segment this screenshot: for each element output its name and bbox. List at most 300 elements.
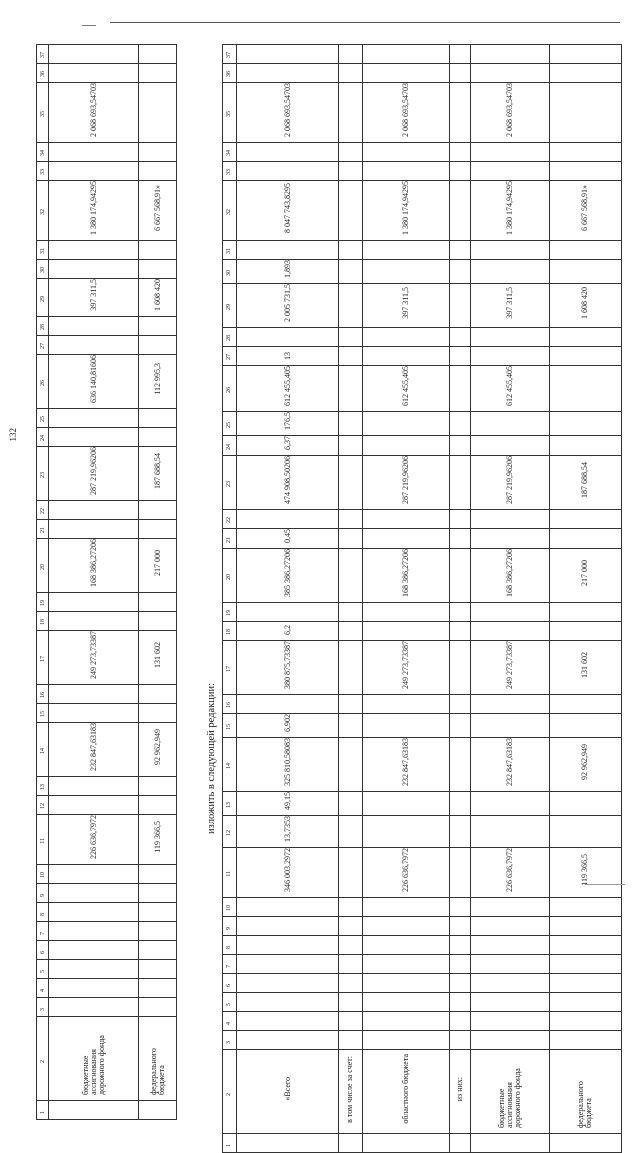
table-cell [362, 181, 449, 241]
column-number [223, 347, 237, 366]
column-number [37, 865, 49, 884]
table-cell [449, 456, 470, 510]
column-number [223, 412, 237, 436]
table-column-24 [223, 436, 622, 456]
cell-value: 636 140,81606 [88, 355, 98, 403]
column-number-text: 25 [226, 421, 233, 428]
table-cell [449, 328, 470, 347]
column-number-text: 24 [226, 443, 233, 450]
column-number-text: 13 [226, 801, 233, 808]
cell-value: 325 810,58083 [282, 738, 292, 786]
table-cell [549, 641, 621, 695]
table-cell [449, 974, 470, 993]
column-number-text: 29 [39, 295, 46, 302]
table-column-7 [223, 955, 622, 974]
table-cell [362, 510, 449, 529]
row-label: из них: [454, 1076, 464, 1102]
table-cell [139, 279, 177, 317]
table-cell [139, 143, 177, 162]
table-cell [49, 162, 139, 181]
table-cell [449, 347, 470, 366]
cell-value: 168 386,27206 [400, 549, 410, 597]
table-cell [470, 241, 549, 260]
column-number-text: 12 [226, 829, 233, 836]
cell-value: 2 068 693,54703 [400, 83, 410, 137]
table-cell [362, 714, 449, 738]
table-cell [449, 510, 470, 529]
table-cell [449, 955, 470, 974]
table-column-16 [223, 695, 622, 714]
column-number [37, 704, 49, 723]
column-number-text: 31 [39, 248, 46, 254]
column-number [223, 162, 237, 181]
table-column-8 [223, 936, 622, 955]
column-number [37, 409, 49, 428]
table-column-3 [37, 998, 177, 1017]
table-cell [549, 436, 621, 456]
table-cell [139, 162, 177, 181]
table-cell [449, 898, 470, 917]
table-cell [362, 284, 449, 328]
table-cell [449, 816, 470, 848]
column-number [223, 181, 237, 241]
table-cell [470, 412, 549, 436]
table-cell [449, 181, 470, 241]
table-column-14 [37, 723, 177, 777]
table-cell [139, 447, 177, 501]
cell-value: 119 366,5 [580, 854, 590, 886]
table-cell [49, 428, 139, 447]
table-cell [362, 848, 449, 898]
table-cell [470, 456, 549, 510]
column-number [37, 593, 49, 612]
table-cell [339, 260, 362, 284]
table-column-10 [37, 865, 177, 884]
table-column-4 [37, 979, 177, 998]
table-cell [339, 898, 362, 917]
table-cell [470, 1134, 549, 1153]
table-cell [470, 816, 549, 848]
table-cell [139, 941, 177, 960]
table-cell [139, 317, 177, 336]
table-cell [339, 162, 362, 181]
table-cell [339, 412, 362, 436]
table-column-26 [223, 366, 622, 412]
table-cell [236, 64, 338, 83]
column-number [223, 641, 237, 695]
column-number-text: 31 [226, 248, 233, 254]
table-cell [339, 738, 362, 792]
column-number [223, 328, 237, 347]
table-cell [362, 83, 449, 143]
table-cell [449, 917, 470, 936]
table-cell [549, 955, 621, 974]
column-number [37, 1101, 49, 1120]
column-number [223, 816, 237, 848]
table-cell [362, 1031, 449, 1050]
column-number [37, 162, 49, 181]
table-cell [362, 412, 449, 436]
table-cell [339, 603, 362, 622]
table-cell [139, 704, 177, 723]
table-cell [236, 936, 338, 955]
column-number-text: 32 [39, 208, 46, 215]
table-column-28 [223, 328, 622, 347]
table-cell [549, 549, 621, 603]
column-number [223, 529, 237, 549]
row-label: федерального бюджета [148, 1048, 166, 1095]
table-column-11 [223, 848, 622, 898]
column-number [223, 955, 237, 974]
table-cell [362, 641, 449, 695]
table-column-2 [37, 1017, 177, 1101]
table-cell [49, 796, 139, 815]
table-cell [236, 328, 338, 347]
cell-value: 49,15 [282, 792, 292, 810]
column-number-text: 2 [226, 1092, 233, 1096]
column-number [223, 456, 237, 510]
table-cell [339, 641, 362, 695]
column-number-text: 30 [226, 269, 233, 276]
table-cell [139, 960, 177, 979]
column-number-text: 25 [39, 416, 46, 422]
table-cell [236, 603, 338, 622]
column-number-text: 13 [39, 784, 46, 790]
table-column-22 [223, 510, 622, 529]
column-number [37, 723, 49, 777]
column-number [37, 260, 49, 279]
table-cell [549, 347, 621, 366]
column-number [223, 603, 237, 622]
column-number [223, 143, 237, 162]
column-number-text: 16 [226, 702, 233, 708]
column-number [37, 884, 49, 903]
column-number [37, 922, 49, 941]
table-cell [49, 704, 139, 723]
table-cell [139, 612, 177, 631]
top-mark [82, 25, 96, 26]
table-cell [549, 328, 621, 347]
column-number [223, 695, 237, 714]
table-column-32 [223, 181, 622, 241]
column-number-text: 36 [226, 71, 233, 77]
column-number-text: 27 [39, 343, 46, 349]
column-number [223, 1012, 237, 1031]
table-cell [236, 162, 338, 181]
cell-value: 1 608 420 [580, 287, 590, 319]
cell-value: 249 273,73387 [504, 641, 514, 689]
table-column-14 [223, 738, 622, 792]
table-cell [339, 974, 362, 993]
column-number [223, 848, 237, 898]
table-column-13 [223, 792, 622, 816]
cell-value: 112 995,3 [152, 363, 162, 395]
column-number-text: 3 [226, 1041, 233, 1044]
column-number-text: 28 [39, 324, 46, 330]
table-cell [362, 738, 449, 792]
table-cell [362, 955, 449, 974]
table-column-15 [223, 714, 622, 738]
cell-value: 226 636,7972 [504, 848, 514, 892]
table-cell [362, 529, 449, 549]
table-column-31 [223, 241, 622, 260]
table-cell [49, 884, 139, 903]
table-cell [362, 898, 449, 917]
table-cell [470, 260, 549, 284]
table-column-6 [223, 974, 622, 993]
table-cell [362, 993, 449, 1012]
table-cell [549, 241, 621, 260]
table-column-30 [37, 260, 177, 279]
table-column-19 [37, 593, 177, 612]
table-cell [449, 641, 470, 695]
table-cell [236, 510, 338, 529]
table-column-37 [37, 45, 177, 64]
table-cell [449, 162, 470, 181]
column-number-text: 9 [226, 927, 233, 930]
table-cell [139, 903, 177, 922]
table-column-15 [37, 704, 177, 723]
table-cell [449, 622, 470, 641]
table-column-1 [223, 1134, 622, 1153]
column-number [37, 777, 49, 796]
cell-value: 6 667 568,91» [152, 185, 162, 231]
table-cell [339, 64, 362, 83]
column-number-text: 37 [226, 52, 233, 58]
table-column-34 [223, 143, 622, 162]
table-cell [449, 83, 470, 143]
table-cell [449, 260, 470, 284]
column-number [223, 83, 237, 143]
table-cell [449, 436, 470, 456]
table-cell [236, 1031, 338, 1050]
table-cell [49, 903, 139, 922]
table-column-17 [37, 631, 177, 685]
table-column-33 [37, 162, 177, 181]
cell-value: 1 380 174,94295 [88, 181, 98, 235]
table-cell [549, 993, 621, 1012]
column-number [223, 738, 237, 792]
table-cell [339, 143, 362, 162]
table-cell [49, 501, 139, 520]
table-cell [362, 456, 449, 510]
cell-value: 287 219,96206 [400, 456, 410, 504]
column-number [37, 279, 49, 317]
table-cell [470, 436, 549, 456]
table-column-25 [37, 409, 177, 428]
cell-value: 8 047 743,8295 [282, 183, 292, 233]
table-cell [236, 436, 338, 456]
table-column-27 [37, 336, 177, 355]
table-cell [362, 1012, 449, 1031]
table-cell [139, 815, 177, 865]
table-cell [339, 510, 362, 529]
column-number [223, 974, 237, 993]
table-cell [236, 412, 338, 436]
column-number-text: 36 [39, 71, 46, 77]
table-cell [139, 501, 177, 520]
table-column-9 [223, 917, 622, 936]
column-number-text: 7 [39, 932, 46, 935]
table-cell [339, 1134, 362, 1153]
column-number [37, 903, 49, 922]
table-cell [339, 848, 362, 898]
table-cell [236, 1134, 338, 1153]
cell-value: 92 962,949 [580, 744, 590, 780]
table-cell [236, 738, 338, 792]
table-cell [49, 241, 139, 260]
cell-value: 6,2 [282, 625, 292, 635]
table-cell [449, 714, 470, 738]
table-cell [549, 510, 621, 529]
column-number-text: 3 [39, 1008, 46, 1011]
cell-value: 2 068 693,54703 [88, 83, 98, 137]
table-cell [470, 1050, 549, 1134]
table-cell [236, 622, 338, 641]
table-cell [470, 898, 549, 917]
table-cell [449, 738, 470, 792]
table-cell [362, 162, 449, 181]
table-cell [470, 917, 549, 936]
table-cell [49, 447, 139, 501]
column-number [37, 612, 49, 631]
table-cell [49, 612, 139, 631]
table-cell [49, 922, 139, 941]
table-cell [549, 1031, 621, 1050]
table-cell [49, 593, 139, 612]
column-number-text: 15 [226, 723, 233, 730]
table-cell [139, 539, 177, 593]
table-cell [549, 366, 621, 412]
table-cell [470, 1012, 549, 1031]
table-cell [339, 936, 362, 955]
column-number-text: 14 [39, 747, 46, 754]
column-number [37, 998, 49, 1017]
column-number [223, 284, 237, 328]
column-number-text: 6 [39, 951, 46, 954]
table-cell [549, 1050, 621, 1134]
column-number-text: 6 [226, 984, 233, 987]
table-cell [449, 936, 470, 955]
table-cell [470, 603, 549, 622]
column-number-text: 23 [39, 471, 46, 478]
table-cell [449, 529, 470, 549]
cell-value: 397 311,5 [400, 287, 410, 319]
table-cell [549, 622, 621, 641]
table-cell [139, 1017, 177, 1101]
table-cell [449, 603, 470, 622]
table-cell [362, 549, 449, 603]
table-cell [449, 241, 470, 260]
table-cell [362, 143, 449, 162]
column-number-text: 34 [226, 150, 233, 156]
column-number [37, 355, 49, 409]
table-cell [236, 284, 338, 328]
column-number-text: 24 [39, 435, 46, 441]
table-cell [236, 955, 338, 974]
column-number-text: 35 [39, 110, 46, 117]
table-cell [470, 366, 549, 412]
column-number-text: 1 [226, 1144, 233, 1147]
table-cell [470, 792, 549, 816]
column-number-text: 19 [226, 610, 233, 616]
table-cell [339, 695, 362, 714]
table-cell [339, 955, 362, 974]
table-cell [362, 622, 449, 641]
table-cell [362, 328, 449, 347]
column-number-text: 14 [226, 762, 233, 769]
table-cell [362, 436, 449, 456]
table-cell [236, 529, 338, 549]
table-column-19 [223, 603, 622, 622]
table-cell [470, 936, 549, 955]
table-cell [139, 777, 177, 796]
table-column-5 [223, 993, 622, 1012]
cell-value: 6 667 568,91» [580, 185, 590, 231]
cell-value: 187 688,54 [580, 462, 590, 498]
table-cell [139, 723, 177, 777]
table-cell [49, 865, 139, 884]
table-cell [449, 1134, 470, 1153]
table-cell [49, 1101, 139, 1120]
table-column-8 [37, 903, 177, 922]
table-column-26 [37, 355, 177, 409]
cell-value: 1 380 174,94295 [400, 181, 410, 235]
column-number [37, 241, 49, 260]
table-cell [339, 436, 362, 456]
table-cell [549, 695, 621, 714]
table-cell [49, 355, 139, 409]
column-number [37, 45, 49, 64]
table-cell [339, 714, 362, 738]
table-cell [449, 284, 470, 328]
column-number [37, 336, 49, 355]
cell-value: 0,45 [282, 529, 292, 543]
cell-value: 612 455,405 [400, 366, 410, 406]
table-cell [470, 45, 549, 64]
column-number-text: 22 [39, 508, 46, 514]
row-label: бюджетные ассигнования дорожного фонда [496, 1068, 522, 1128]
table-cell [236, 45, 338, 64]
table-cell [339, 347, 362, 366]
table-new-edition [222, 44, 622, 1153]
table-cell [362, 1050, 449, 1134]
cell-value: 226 636,7972 [88, 815, 98, 859]
column-number-text: 10 [226, 905, 233, 911]
table-cell [549, 936, 621, 955]
table-cell [549, 792, 621, 816]
table-cell [236, 714, 338, 738]
table-cell [549, 260, 621, 284]
table-cell [549, 181, 621, 241]
table-cell [470, 738, 549, 792]
column-number-text: 8 [39, 913, 46, 916]
table-cell [362, 64, 449, 83]
table-cell [49, 143, 139, 162]
table-cell [49, 260, 139, 279]
column-number [223, 917, 237, 936]
table-cell [236, 816, 338, 848]
table-cell [139, 865, 177, 884]
cell-value: 168 386,27206 [88, 539, 98, 587]
table-cell [236, 83, 338, 143]
column-number [37, 64, 49, 83]
cell-value: 287 219,96206 [504, 456, 514, 504]
table-cell [49, 1017, 139, 1101]
column-number [37, 979, 49, 998]
column-number-text: 4 [226, 1022, 233, 1025]
column-number-text: 32 [226, 208, 233, 215]
